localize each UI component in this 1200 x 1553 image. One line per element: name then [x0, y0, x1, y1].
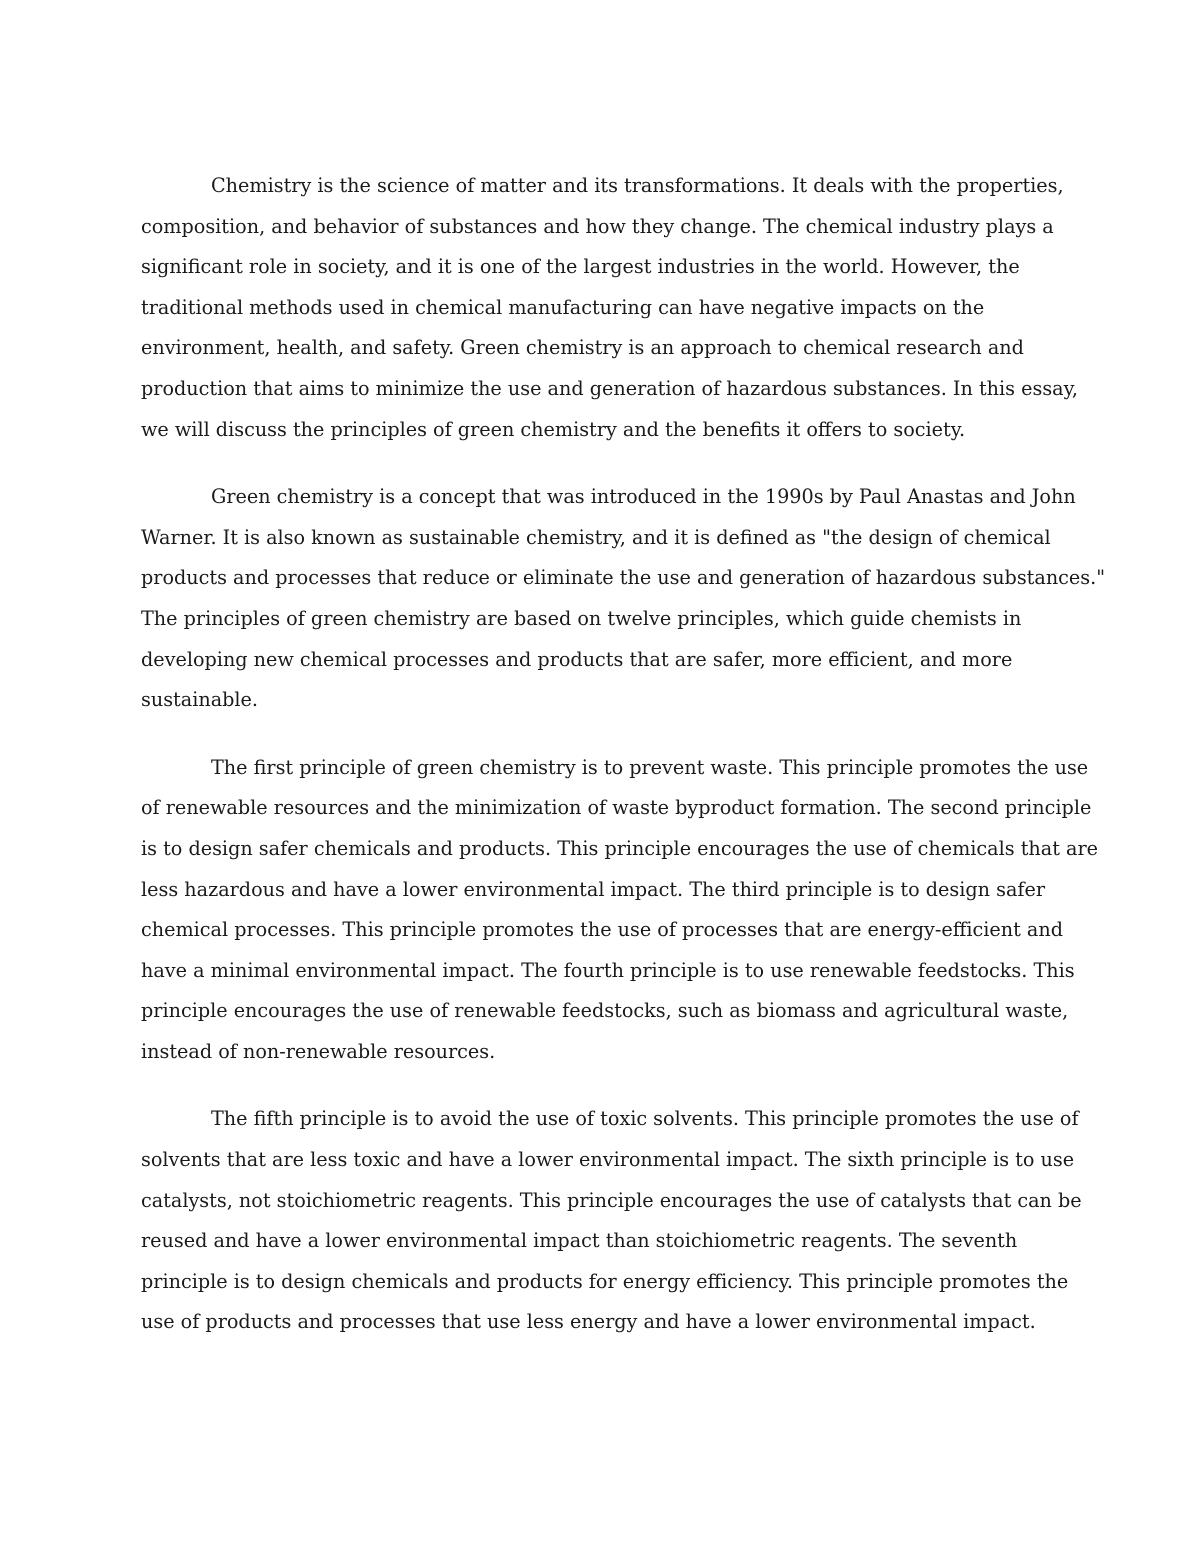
text-line: have a minimal environmental impact. The fourth principle is to use renewable feedstocks. This [141, 958, 1075, 982]
paragraph-2 [141, 477, 1106, 721]
text-line: traditional methods used in chemical manufacturing can have negative impacts on the [141, 295, 985, 319]
text-line: use of products and processes that use less energy and have a lower environmental impact. [141, 1310, 1036, 1334]
text-line: solvents that are less toxic and have a lower environmental impact. The sixth principle is to use [141, 1148, 1075, 1172]
text-line: environment, health, and safety. Green chemistry is an approach to chemical research and [141, 336, 1024, 360]
text-line: The first principle of green chemistry is to prevent waste. This principle promotes the use [211, 755, 1089, 779]
text-line: The fifth principle is to avoid the use of toxic solvents. This principle promotes the use of [211, 1107, 1079, 1131]
text-line: significant role in society, and it is one of the largest industries in the world. However, the [141, 255, 1020, 279]
text-line: chemical processes. This principle promotes the use of processes that are energy-efficient and [141, 918, 1063, 942]
text-line: principle encourages the use of renewable feedstocks, such as biomass and agricultural waste, [141, 999, 1069, 1023]
text-line: Green chemistry is a concept that was introduced in the 1990s by Paul Anastas and John [211, 485, 1076, 509]
essay-body [141, 166, 1106, 1370]
text-line: catalysts, not stoichiometric reagents. This principle encourages the use of catalysts that can be [141, 1188, 1082, 1212]
paragraph-1 [141, 166, 1079, 450]
text-line: products and processes that reduce or eliminate the use and generation of hazardous substances." [141, 566, 1106, 590]
text-line: we will discuss the principles of green chemistry and the benefits it offers to society. [141, 417, 966, 441]
text-line: composition, and behavior of substances and how they change. The chemical industry plays a [141, 214, 1054, 238]
text-line: is to design safer chemicals and products. This principle encourages the use of chemicals that are [141, 836, 1098, 860]
text-line: developing new chemical processes and products that are safer, more efficient, and more [141, 647, 1013, 671]
paragraph-4 [141, 1099, 1082, 1343]
text-line: Chemistry is the science of matter and its transformations. It deals with the properties, [211, 174, 1064, 197]
paragraph-3 [141, 748, 1098, 1073]
text-line: reused and have a lower environmental impact than stoichiometric reagents. The seventh [141, 1229, 1018, 1253]
text-line: production that aims to minimize the use and generation of hazardous substances. In this essay, [141, 376, 1079, 400]
text-line: Warner. It is also known as sustainable chemistry, and it is defined as "the design of chemical [141, 525, 1051, 549]
text-line: of renewable resources and the minimization of waste byproduct formation. The second principle [141, 796, 1092, 820]
text-line: The principles of green chemistry are based on twelve principles, which guide chemists in [141, 606, 1022, 630]
text-line: sustainable. [141, 688, 259, 712]
text-line: less hazardous and have a lower environmental impact. The third principle is to design safer [141, 877, 1046, 901]
text-line: instead of non-renewable resources. [141, 1039, 496, 1063]
text-line: principle is to design chemicals and products for energy efficiency. This principle promotes the [141, 1269, 1069, 1293]
